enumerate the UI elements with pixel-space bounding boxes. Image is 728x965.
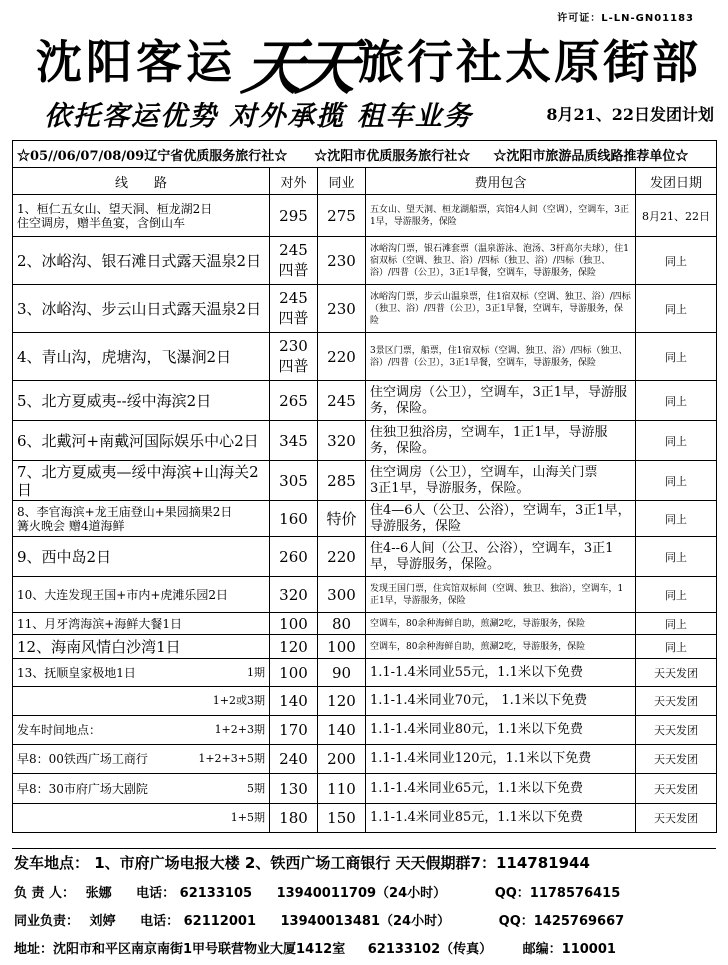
fee-includes: 住独卫独浴房，空调车，1正1早，导游服务，保险。 bbox=[366, 421, 636, 461]
departure-date: 同上 bbox=[636, 613, 717, 635]
divider bbox=[12, 848, 716, 849]
departure-date: 同上 bbox=[636, 501, 717, 537]
departure-date: 同上 bbox=[636, 577, 717, 613]
price-peer: 90 bbox=[318, 659, 366, 687]
departure-date: 天天发团 bbox=[636, 687, 717, 716]
route-note: 早8：30市府广场大剧院 bbox=[17, 781, 148, 796]
price-external: 100 bbox=[270, 659, 318, 687]
honor-city: ☆沈阳市优质服务旅行社☆ bbox=[314, 148, 471, 164]
fee-includes: 空调车，80余种海鲜自助，煎涮2吃，导游服务，保险 bbox=[366, 613, 636, 635]
departure-date: 同上 bbox=[636, 635, 717, 659]
ticket-period: 1+2+3期 bbox=[214, 723, 265, 736]
departure-date: 同上 bbox=[636, 237, 717, 285]
col-peer: 同业 bbox=[318, 168, 366, 195]
price-peer: 140 bbox=[318, 716, 366, 745]
price-external: 245 四普 bbox=[270, 237, 318, 285]
table-row bbox=[13, 537, 717, 577]
route-note: 发车时间地点： bbox=[17, 723, 102, 737]
col-route: 线 路 bbox=[13, 168, 270, 195]
departure-date: 天天发团 bbox=[636, 774, 717, 804]
departure-date: 同上 bbox=[636, 461, 717, 501]
price-peer: 220 bbox=[318, 333, 366, 381]
price-external: 245 四普 bbox=[270, 285, 318, 333]
manager-contact bbox=[14, 882, 718, 901]
price-external: 140 bbox=[270, 687, 318, 716]
fee-includes: 住4—6人（公卫、公浴），空调车，3正1早，导游服务，保险 bbox=[366, 501, 636, 537]
table-header bbox=[13, 168, 717, 195]
table-row bbox=[13, 635, 717, 659]
departure-date: 8月21、22日 bbox=[636, 195, 717, 237]
fee-includes: 1.1-1.4米同业55元，1.1米以下免费 bbox=[366, 659, 636, 687]
fee-includes: 住空调房（公卫），空调车，山海关门票 3正1早，导游服务，保险。 bbox=[366, 461, 636, 501]
peer-name: 刘婷 bbox=[89, 914, 116, 929]
price-peer: 110 bbox=[318, 774, 366, 804]
page-title bbox=[8, 20, 720, 103]
price-external: 180 bbox=[270, 804, 318, 833]
price-external: 305 bbox=[270, 461, 318, 501]
fee-includes: 3景区门票，船票，住1宿双标（空调、独卫、浴）/四标（独卫、浴）/四普（公卫），3正1早餐，空调车，导游服务，保险 bbox=[366, 333, 636, 381]
fee-includes: 冰峪沟门票，银石滩套票（温泉游泳、泡汤、3杆高尔夫球），住1宿双标（空调、独卫、浴）/四标（独卫、浴）/四标（独卫、浴）/四普（公卫），3正1早餐，空调车，导游服务，保险 bbox=[366, 237, 636, 285]
honor-recommended: ☆沈阳市旅游品质线路推荐单位☆ bbox=[493, 148, 689, 164]
fee-includes: 空调车，80余种海鲜自助，煎涮2吃，导游服务，保险 bbox=[366, 635, 636, 659]
price-peer: 220 bbox=[318, 537, 366, 577]
route-name: 7、北方夏威夷—绥中海滨+山海关2日 bbox=[13, 461, 270, 501]
ticket-period: 1+2或3期 bbox=[212, 694, 265, 707]
price-external: 240 bbox=[270, 745, 318, 774]
route-name: 9、西中岛2日 bbox=[13, 537, 270, 577]
departure-date: 同上 bbox=[636, 285, 717, 333]
fee-includes: 发现王国门票，住宾馆双标间（空调、独卫、独浴），空调车，1正1早，导游服务，保险 bbox=[366, 577, 636, 613]
route-name: 10、大连发现王国+市内+虎滩乐园2日 bbox=[13, 577, 270, 613]
fee-includes: 1.1-1.4米同业120元，1.1米以下免费 bbox=[366, 745, 636, 774]
brand-logo: 天天 bbox=[238, 33, 357, 103]
table-row bbox=[13, 774, 717, 804]
fax: 62133102（传真） bbox=[367, 942, 493, 957]
route-name: 12、海南风情白沙湾1日 bbox=[13, 635, 270, 659]
price-external: 230 四普 bbox=[270, 333, 318, 381]
address: 地址：沈阳市和平区南京南街1甲号联营物业大厦1412室 bbox=[14, 942, 346, 957]
ticket-period: 1期 bbox=[247, 665, 265, 679]
departure-date: 同上 bbox=[636, 537, 717, 577]
route-name bbox=[13, 716, 270, 745]
table-row bbox=[13, 716, 717, 745]
peer-phone: 电话： 62112001 bbox=[140, 914, 256, 929]
route-note: 早8：00铁西广场工商行 bbox=[17, 752, 148, 766]
table-row bbox=[13, 333, 717, 381]
license-number: 许可证：L-LN-GN01183 bbox=[557, 13, 694, 24]
route-name bbox=[13, 745, 270, 774]
ticket-period: 1+2+3+5期 bbox=[198, 752, 265, 765]
table-row bbox=[13, 501, 717, 537]
fee-includes: 住4--6人间（公卫、公浴），空调车，3正1早，导游服务，保险。 bbox=[366, 537, 636, 577]
schedule-title: 8月21、22日发团计划 bbox=[546, 105, 714, 124]
price-peer: 230 bbox=[318, 237, 366, 285]
col-external: 对外 bbox=[270, 168, 318, 195]
route-name: 11、月牙湾海滨+海鲜大餐1日 bbox=[13, 613, 270, 635]
price-external: 320 bbox=[270, 577, 318, 613]
fee-includes: 1.1-1.4米同业80元，1.1米以下免费 bbox=[366, 716, 636, 745]
table-row bbox=[13, 745, 717, 774]
table-row bbox=[13, 381, 717, 421]
manager-mobile: 13940011709（24小时） bbox=[276, 886, 447, 901]
departure-date: 天天发团 bbox=[636, 804, 717, 833]
table-row bbox=[13, 461, 717, 501]
ticket-period: 5期 bbox=[247, 781, 265, 795]
price-external: 260 bbox=[270, 537, 318, 577]
price-peer: 200 bbox=[318, 745, 366, 774]
departure-date: 天天发团 bbox=[636, 716, 717, 745]
fee-includes: 住空调房（公卫），空调车，3正1早，导游服务，保险。 bbox=[366, 381, 636, 421]
price-peer: 150 bbox=[318, 804, 366, 833]
price-external: 295 bbox=[270, 195, 318, 237]
price-external: 160 bbox=[270, 501, 318, 537]
price-peer: 320 bbox=[318, 421, 366, 461]
col-date: 发团日期 bbox=[636, 168, 717, 195]
route-name bbox=[13, 659, 270, 687]
departure-date: 同上 bbox=[636, 381, 717, 421]
price-peer: 275 bbox=[318, 195, 366, 237]
price-external: 100 bbox=[270, 613, 318, 635]
honors-row bbox=[13, 141, 717, 168]
fee-includes: 1.1-1.4米同业85元，1.1米以下免费 bbox=[366, 804, 636, 833]
route-name: 5、北方夏威夷--绥中海滨2日 bbox=[13, 381, 270, 421]
table-row bbox=[13, 659, 717, 687]
fee-includes: 1.1-1.4米同业65元，1.1米以下免费 bbox=[366, 774, 636, 804]
title-branch: 旅行社太原街部 bbox=[358, 35, 701, 89]
route-note: 13、抚顺皇家极地1日 bbox=[17, 665, 136, 680]
table-row bbox=[13, 687, 717, 716]
departure-date: 同上 bbox=[636, 333, 717, 381]
price-peer: 285 bbox=[318, 461, 366, 501]
price-peer: 80 bbox=[318, 613, 366, 635]
table-row bbox=[13, 237, 717, 285]
fee-includes: 冰峪沟门票，步云山温泉票，住1宿双标（空调、独卫、浴）/四标（独卫、浴）/四普（公卫），3正1早餐，空调车，导游服务，保险 bbox=[366, 285, 636, 333]
price-peer: 245 bbox=[318, 381, 366, 421]
price-peer: 100 bbox=[318, 635, 366, 659]
price-external: 170 bbox=[270, 716, 318, 745]
route-name bbox=[13, 804, 270, 833]
route-name: 3、冰峪沟、步云山日式露天温泉2日 bbox=[13, 285, 270, 333]
price-external: 265 bbox=[270, 381, 318, 421]
manager-label: 负 责 人： bbox=[14, 886, 76, 901]
route-name: 1、桓仁五女山、望天洞、桓龙湖2日 住空调房，赠半鱼宴，含倒山车 bbox=[13, 195, 270, 237]
route-name: 8、李官海滨+龙王庙登山+果园摘果2日 篝火晚会 赠4道海鲜 bbox=[13, 501, 270, 537]
price-external: 130 bbox=[270, 774, 318, 804]
fee-includes: 五女山、望天洞、桓龙湖船票，宾馆4人间（空调），空调车，3正1早，导游服务，保险 bbox=[366, 195, 636, 237]
table-row bbox=[13, 804, 717, 833]
table-row bbox=[13, 285, 717, 333]
ticket-period: 1+5期 bbox=[230, 811, 265, 824]
title-company: 沈阳客运 bbox=[36, 35, 236, 89]
departure-date: 同上 bbox=[636, 421, 717, 461]
price-peer: 300 bbox=[318, 577, 366, 613]
route-name: 4、青山沟，虎塘沟，飞瀑涧2日 bbox=[13, 333, 270, 381]
col-fee: 费用包含 bbox=[366, 168, 636, 195]
route-name bbox=[13, 774, 270, 804]
price-peer: 230 bbox=[318, 285, 366, 333]
price-peer: 120 bbox=[318, 687, 366, 716]
table-row bbox=[13, 421, 717, 461]
route-name bbox=[13, 687, 270, 716]
peer-mobile: 13940013481（24小时） bbox=[280, 914, 451, 929]
fee-includes: 1.1-1.4米同业70元， 1.1米以下免费 bbox=[366, 687, 636, 716]
route-name: 2、冰峪沟、银石滩日式露天温泉2日 bbox=[13, 237, 270, 285]
peer-label: 同业负责： bbox=[14, 914, 80, 929]
table-row bbox=[13, 613, 717, 635]
price-external: 345 bbox=[270, 421, 318, 461]
manager-phone: 电话： 62133105 bbox=[136, 886, 253, 901]
manager-qq: QQ：1178576415 bbox=[494, 886, 621, 901]
table-row bbox=[13, 195, 717, 237]
tour-table bbox=[12, 140, 717, 833]
departure-date: 天天发团 bbox=[636, 745, 717, 774]
postcode: 邮编：110001 bbox=[522, 942, 616, 957]
peer-qq: QQ：1425769667 bbox=[498, 914, 625, 929]
subtitle: 依托客运优势 对外承揽 租车业务 bbox=[44, 101, 473, 132]
table-row bbox=[13, 577, 717, 613]
price-external: 120 bbox=[270, 635, 318, 659]
honor-provincial: ☆05//06/07/08/09辽宁省优质服务旅行社☆ bbox=[17, 148, 288, 164]
departure-date: 天天发团 bbox=[636, 659, 717, 687]
price-peer: 特价 bbox=[318, 501, 366, 537]
address-info bbox=[14, 938, 718, 957]
departure-info: 发车地点： 1、市府广场电报大楼 2、铁西广场工商银行 天天假期群7：114781944 bbox=[14, 854, 590, 872]
peer-contact bbox=[14, 910, 718, 929]
route-name: 6、北戴河+南戴河国际娱乐中心2日 bbox=[13, 421, 270, 461]
manager-name: 张娜 bbox=[85, 886, 112, 901]
